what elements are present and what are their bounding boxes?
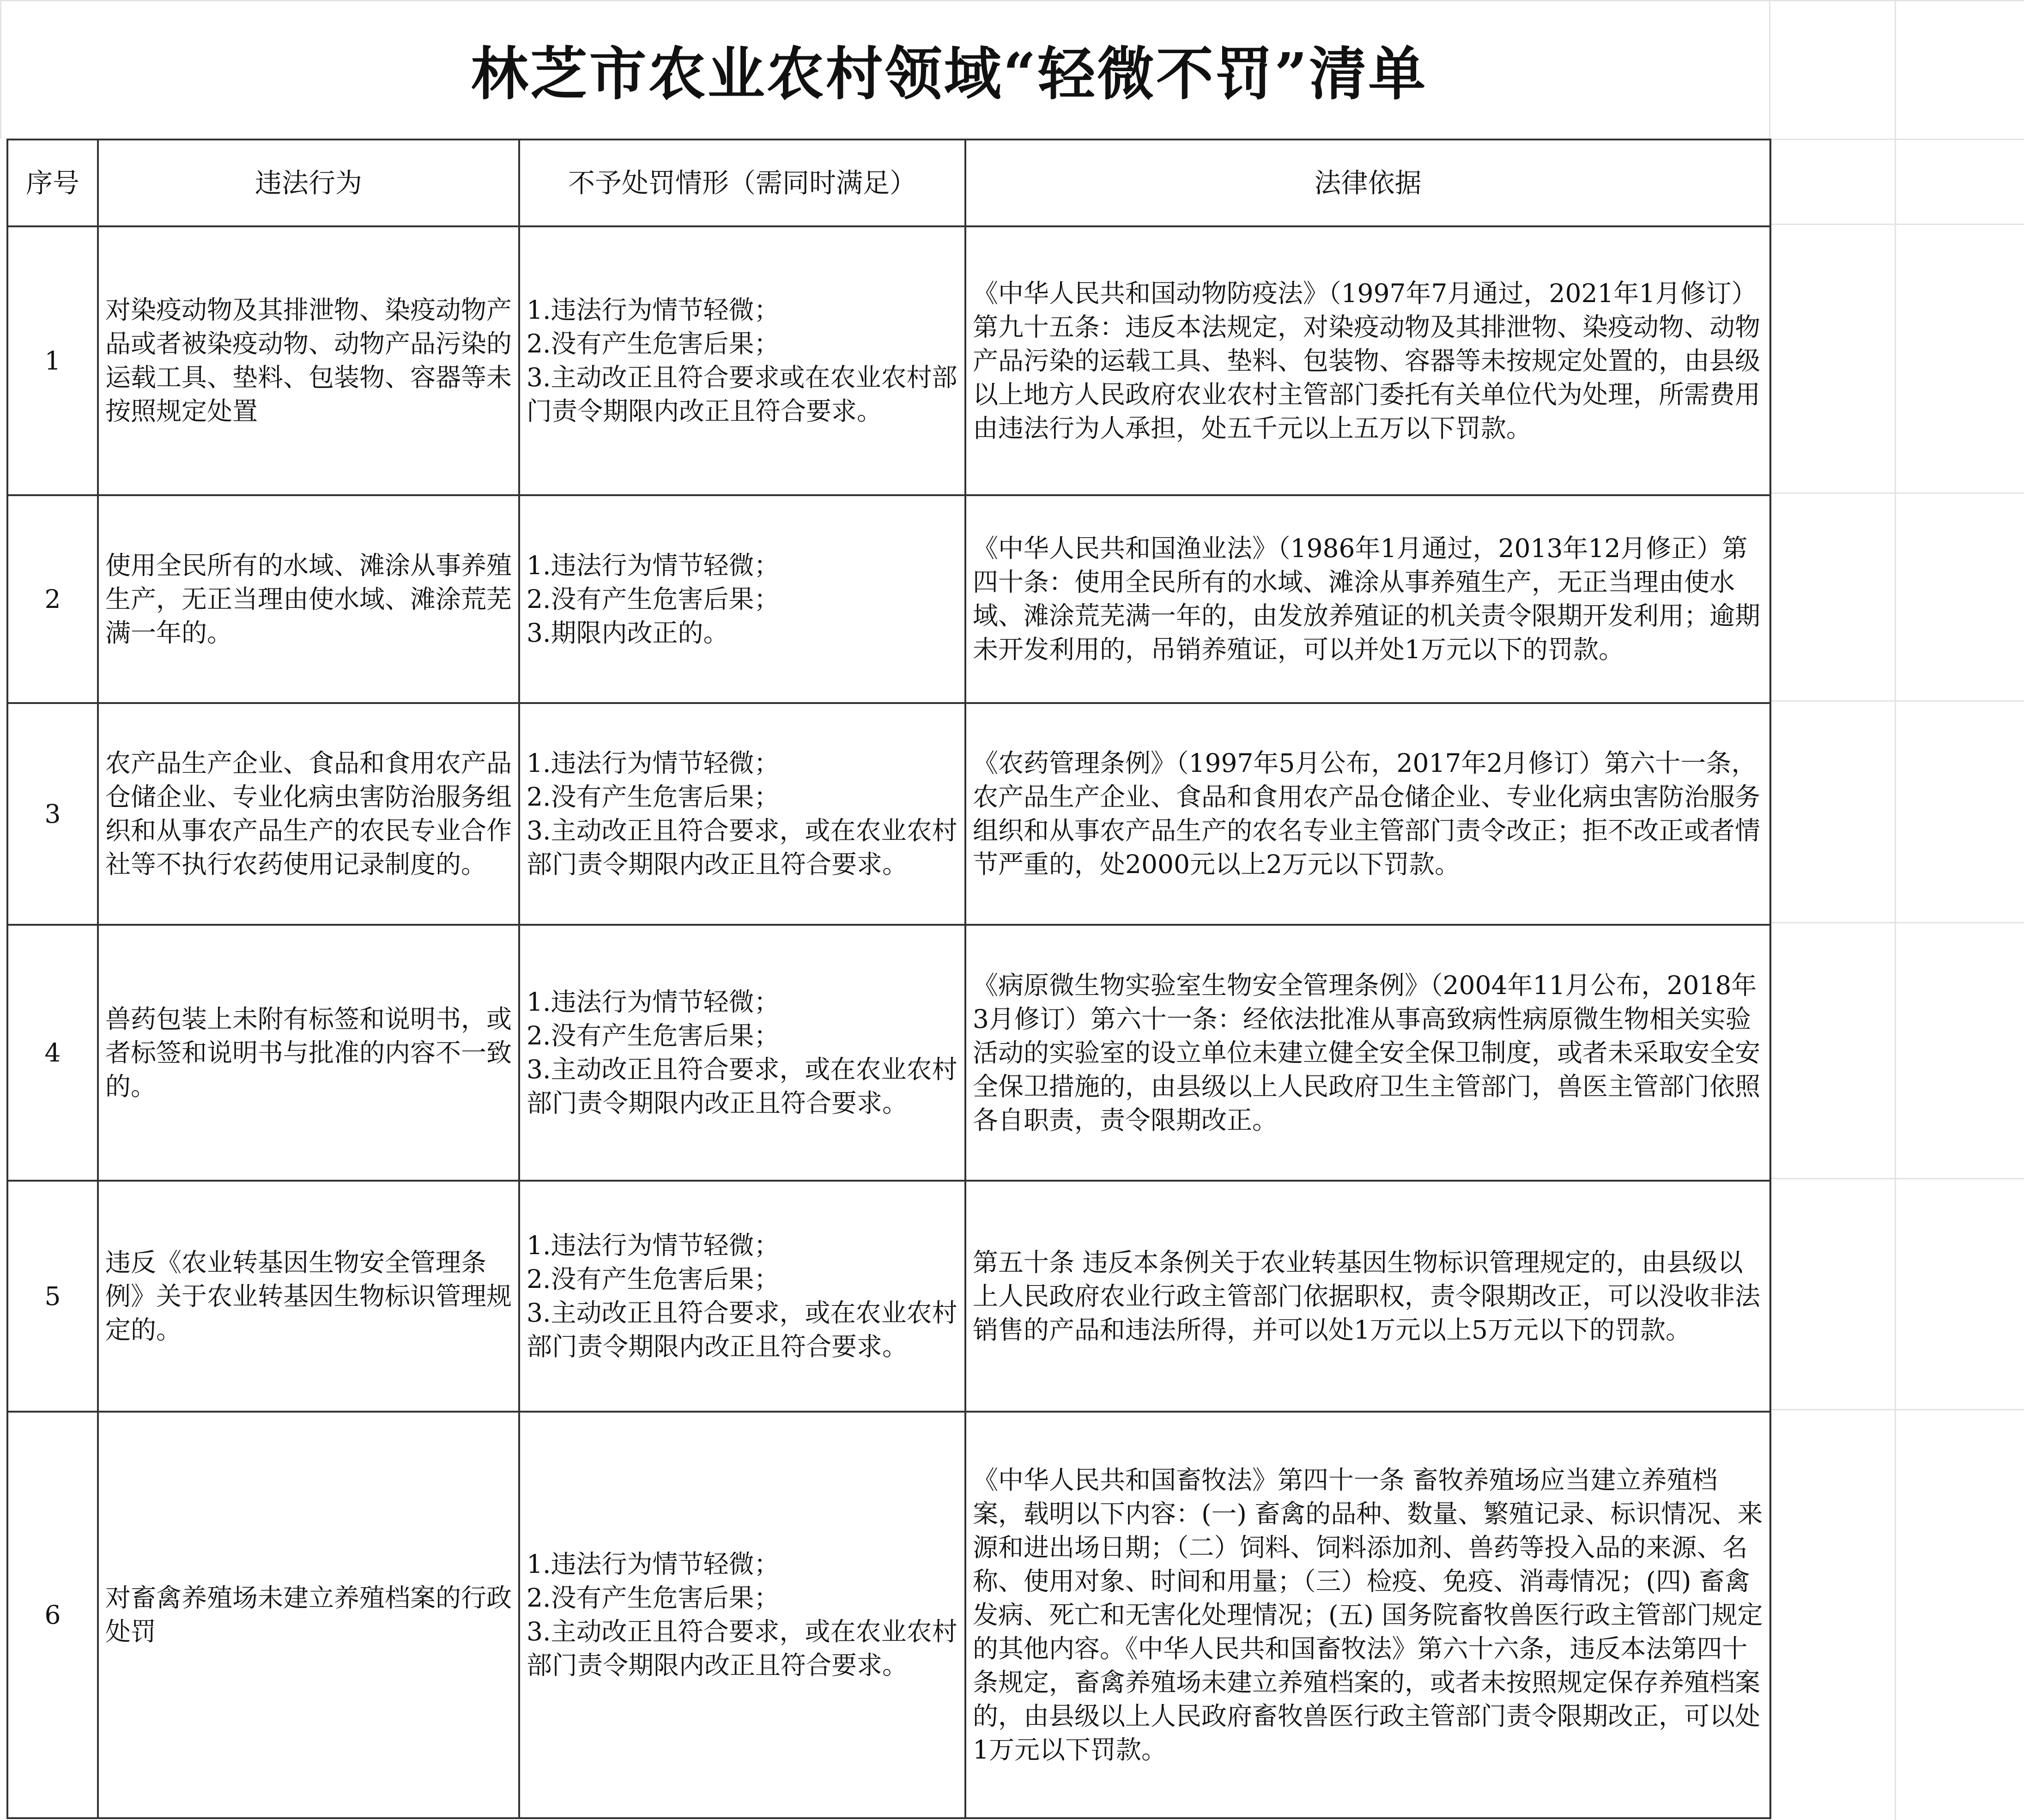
row-number: 2 (7, 495, 98, 703)
legal-basis-text: 《病原微生物实验室生物安全管理条例》（2004年11月公布，2018年3月修订）第六十一条：经依法批准从事高致病性病原微生物相关实验活动的实验室的设立单位未建立健全安全保卫制度，或者未采取安全安全保卫措施的，由县级以上人民政府卫生主管部门，兽医主管部门依照各自职责，责令限期改正。 (973, 970, 1761, 1135)
grid-line (1769, 922, 2024, 923)
legal-basis-text: 第五十条 违反本条例关于农业转基因生物标识管理规定的，由县级以上人民政府农业行政主管部门依据职权，责令限期改正，可以没收非法销售的产品和违法所得，并可以处1万元以上5万元以下的罚款。 (973, 1247, 1761, 1345)
grid-line (1769, 1409, 2024, 1410)
condition-text: 1.违法行为情节轻微； 2.没有产生危害后果； 3.主动改正且符合要求，或在农业农村部门责令期限内改正且符合要求。 (527, 1231, 957, 1361)
legal-basis-text: 《中华人民共和国动物防疫法》（1997年7月通过，2021年1月修订）第九十五条：违反本法规定，对染疫动物及其排泄物、染疫动物、动物产品污染的运载工具、垫料、包装物、容器等未按规定处置的，由县级以上地方人民政府农业农村主管部门委托有关单位代为处理，所需费用由违法行为人承担，处五千元以上五万以下罚款。 (973, 278, 1761, 443)
legal-basis-cell (965, 703, 1770, 925)
table-row (7, 495, 1770, 703)
row-number: 5 (7, 1181, 98, 1412)
condition-cell (519, 495, 965, 703)
penalty-exemption-table (6, 139, 1771, 1819)
header-no: 序号 (7, 140, 98, 226)
violation-cell (98, 703, 519, 925)
header-basis: 法律依据 (965, 140, 1770, 226)
condition-text: 1.违法行为情节轻微； 2.没有产生危害后果； 3.主动改正且符合要求，或在农业农村部门责令期限内改正且符合要求。 (527, 1549, 957, 1680)
violation-cell (98, 495, 519, 703)
condition-cell (519, 925, 965, 1181)
grid-line (1769, 492, 2024, 494)
violation-cell (98, 226, 519, 495)
table-row (7, 925, 1770, 1181)
legal-basis-cell (965, 495, 1770, 703)
violation-text: 农产品生产企业、食品和食用农产品仓储企业、专业化病虫害防治服务组织和从事农产品生产的农民专业合作社等不执行农药使用记录制度的。 (105, 748, 512, 879)
row-number: 6 (7, 1412, 98, 1818)
legal-basis-text: 《中华人民共和国渔业法》（1986年1月通过，2013年12月修正）第四十条：使用全民所有的水域、滩涂从事养殖生产，无正当理由使水域、滩涂荒芜满一年的，由发放养殖证的机关责令限期开发利用；逾期未开发利用的，吊销养殖证，可以并处1万元以下的罚款。 (973, 534, 1761, 664)
condition-text: 1.违法行为情节轻微； 2.没有产生危害后果； 3.主动改正且符合要求，或在农业农村部门责令期限内改正且符合要求。 (527, 748, 957, 879)
table-row (7, 226, 1770, 495)
row-number: 1 (7, 226, 98, 495)
violation-cell (98, 1181, 519, 1412)
grid-line (1769, 1178, 2024, 1179)
condition-cell (519, 226, 965, 495)
legal-basis-cell (965, 1181, 1770, 1412)
grid-line (1769, 224, 2024, 225)
condition-cell (519, 1412, 965, 1818)
condition-cell (519, 1181, 965, 1412)
violation-text: 对染疫动物及其排泄物、染疫动物产品或者被染疫动物、动物产品污染的运载工具、垫料、包装物、容器等未按照规定处置 (105, 295, 512, 426)
header-cond: 不予处罚情形（需同时满足） (519, 140, 965, 226)
table-row (7, 1412, 1770, 1818)
condition-text: 1.违法行为情节轻微； 2.没有产生危害后果； 3.期限内改正的。 (527, 550, 780, 648)
header-row (7, 140, 1770, 226)
grid-line (1895, 0, 1896, 1820)
table-row (7, 703, 1770, 925)
grid-line (1769, 139, 2024, 140)
row-number: 4 (7, 925, 98, 1181)
legal-basis-cell (965, 1412, 1770, 1818)
violation-cell (98, 925, 519, 1181)
violation-text: 对畜禽养殖场未建立养殖档案的行政处罚 (105, 1583, 512, 1646)
legal-basis-text: 《农药管理条例》（1997年5月公布，2017年2月修订）第六十一条，农产品生产企业、食品和食用农产品仓储企业、专业化病虫害防治服务组织和从事农产品生产的农名专业主管部门责令改正；拒不改正或者情节严重的，处2000元以上2万元以下罚款。 (973, 748, 1761, 879)
legal-basis-cell (965, 226, 1770, 495)
table-row (7, 1181, 1770, 1412)
document-title: 林芝市农业农村领域“轻微不罚”清单 (471, 41, 1428, 108)
violation-text: 使用全民所有的水域、滩涂从事养殖生产，无正当理由使水域、滩涂荒芜满一年的。 (105, 550, 512, 648)
condition-cell (519, 703, 965, 925)
legal-basis-text: 《中华人民共和国畜牧法》第四十一条 畜牧养殖场应当建立养殖档案，载明以下内容：(一) 畜禽的品种、数量、繁殖记录、标识情况、来源和进出场日期；（二）饲料、饲料添加剂、兽药等投入品的来源、名称、使用对象、时间和用量；（三）检疫、免疫、消毒情况；(四) 畜禽发病、死亡和无害化处理情况；(五) 国务院畜牧兽医行政主管部门规定的其他内容。《中华人民共和国畜牧法》第六十六条，违反本法第四十条规定，畜禽养殖场未建立养殖档案的，或者未按照规定保存养殖档案的，由县级以上人民政府畜牧兽医行政主管部门责令限期改正，可以处1万元以下罚款。 (973, 1465, 1763, 1765)
header-act: 违法行为 (98, 140, 519, 226)
violation-text: 违反《农业转基因生物安全管理条例》关于农业转基因生物标识管理规定的。 (105, 1247, 512, 1345)
row-number: 3 (7, 703, 98, 925)
grid-line (1769, 700, 2024, 702)
legal-basis-cell (965, 925, 1770, 1181)
condition-text: 1.违法行为情节轻微； 2.没有产生危害后果； 3.主动改正且符合要求或在农业农村部门责令期限内改正且符合要求。 (527, 295, 957, 426)
violation-text: 兽药包装上未附有标签和说明书，或者标签和说明书与批准的内容不一致的。 (105, 1004, 512, 1101)
condition-text: 1.违法行为情节轻微； 2.没有产生危害后果； 3.主动改正且符合要求，或在农业农村部门责令期限内改正且符合要求。 (527, 987, 957, 1118)
violation-cell (98, 1412, 519, 1818)
